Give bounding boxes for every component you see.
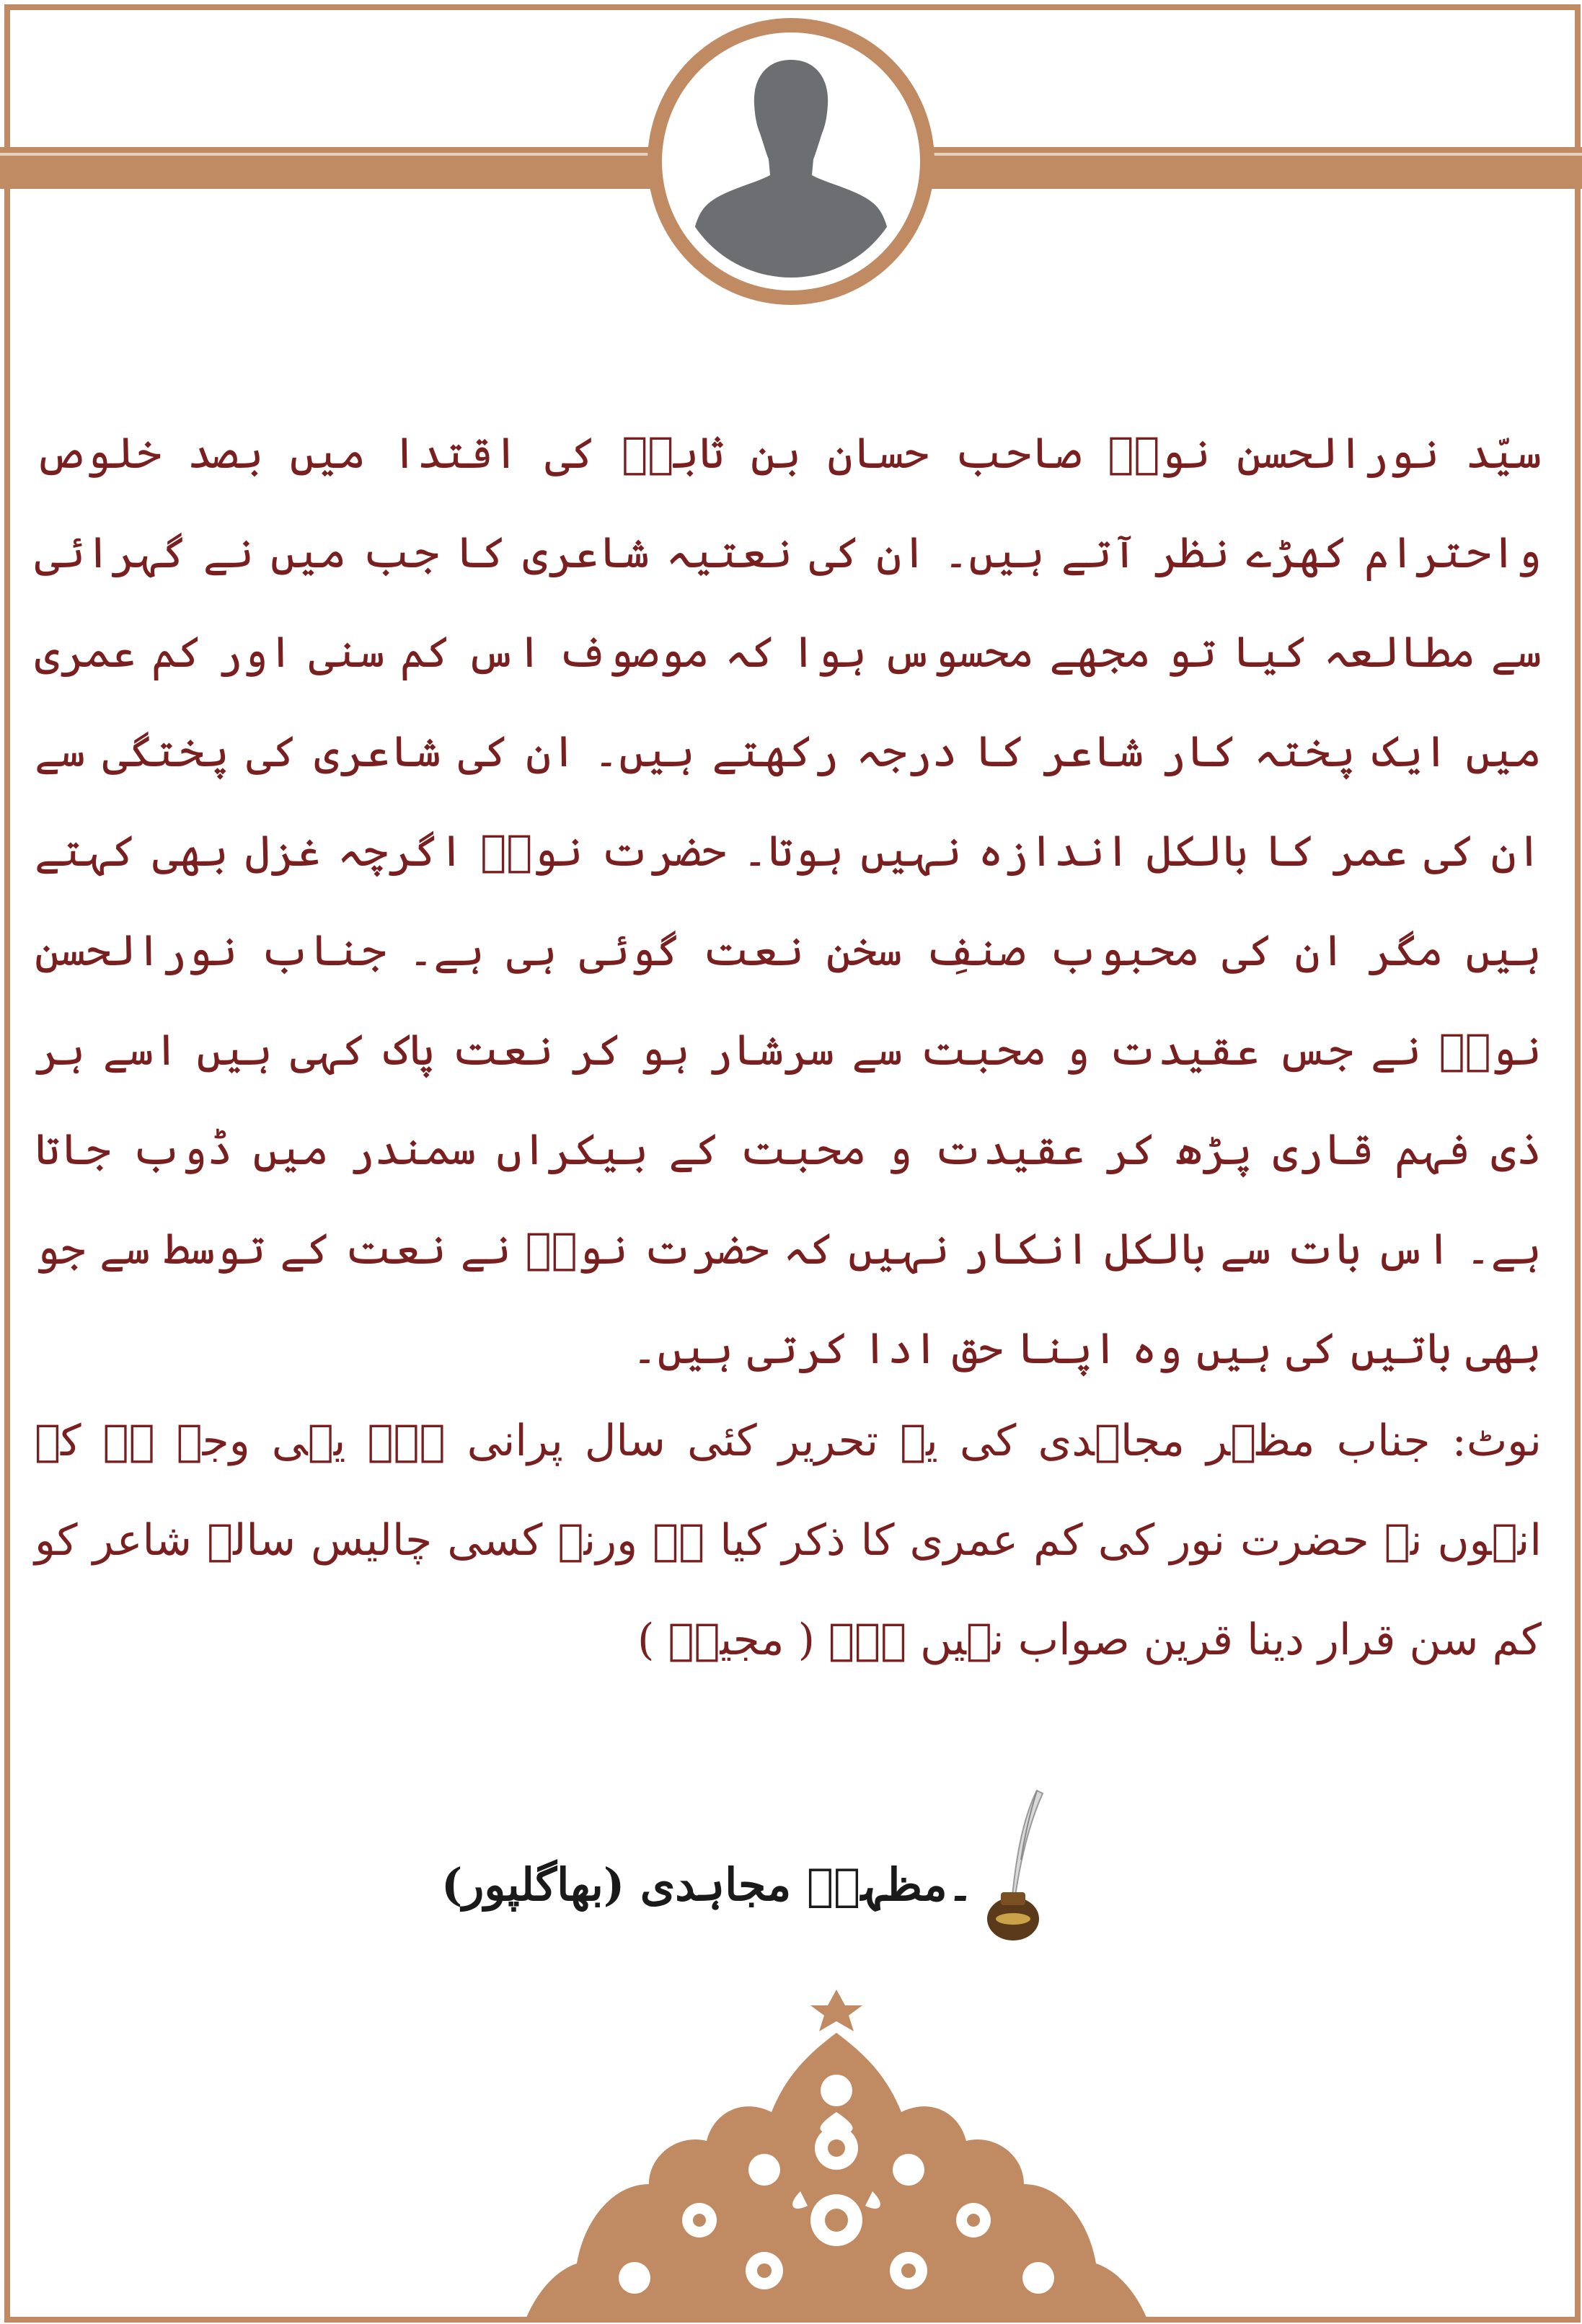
floral-ornament-icon xyxy=(526,1990,1146,2318)
avatar xyxy=(648,18,934,305)
quill-inkpot-icon xyxy=(973,1788,1053,1946)
silhouette-svg xyxy=(675,45,907,278)
note-paragraph: نوٹ: جناب مظہر مجاہدی کی یہ تحریر کئی سال پرانی ہے۔ یہی وجہ ہے کہ انہوں نے حضرت نور کی کم عمری کا ذکر کیا ہے ورنہ کسی چالیس سالہ شاعر کو کم سن قرار دینا قرین صواب نہیں ہے۔ ( مجیبؔ ) xyxy=(35,1416,1542,1665)
avatar-inner-ring xyxy=(662,32,920,290)
signature xyxy=(441,1788,1053,1946)
main-paragraph: سیّد نورالحسن نورؔ صاحب حسان بن ثابتؓ کی اقتدا میں بصد خلوص واحترام کھڑے نظر آتے ہیں۔ ان کی نعتیہ شاعری کا جب میں نے گہرائی سے مطالعہ کیا تو مجھے محسوس ہوا کہ موصوف اس کم سنی اور کم عمری میں ایک پختہ کار شاعر کا درجہ رکھتے ہیں۔ ان کی شاعری کی پختگی سے ان کی عمر کا بالکل اندازہ نہیں ہوتا۔ حضرت نورؔ اگرچہ غزل بھی کہتے ہیں مگر ان کی محبوب صنفِ سخن نعت گوئی ہی ہے۔ جناب نورالحسن نورؔ نے جس عقیدت و محبت سے سرشار ہو کر نعت پاک کہی ہیں اسے ہر ذی فہم قاری پڑھ کر عقیدت و محبت کے بیکراں سمندر میں ڈوب جاتا ہے۔ اس بات سے بالکل انکار نہیں کہ حضرت نورؔ نے نعت کے توسط سے جو بھی باتیں کی ہیں وہ اپنا حق ادا کرتی ہیں۔ xyxy=(35,428,1542,1374)
signature-text: ۔مظہرؔ مجاہدی (بھاگلپور) xyxy=(441,1858,973,1911)
person-silhouette-icon xyxy=(675,45,907,278)
